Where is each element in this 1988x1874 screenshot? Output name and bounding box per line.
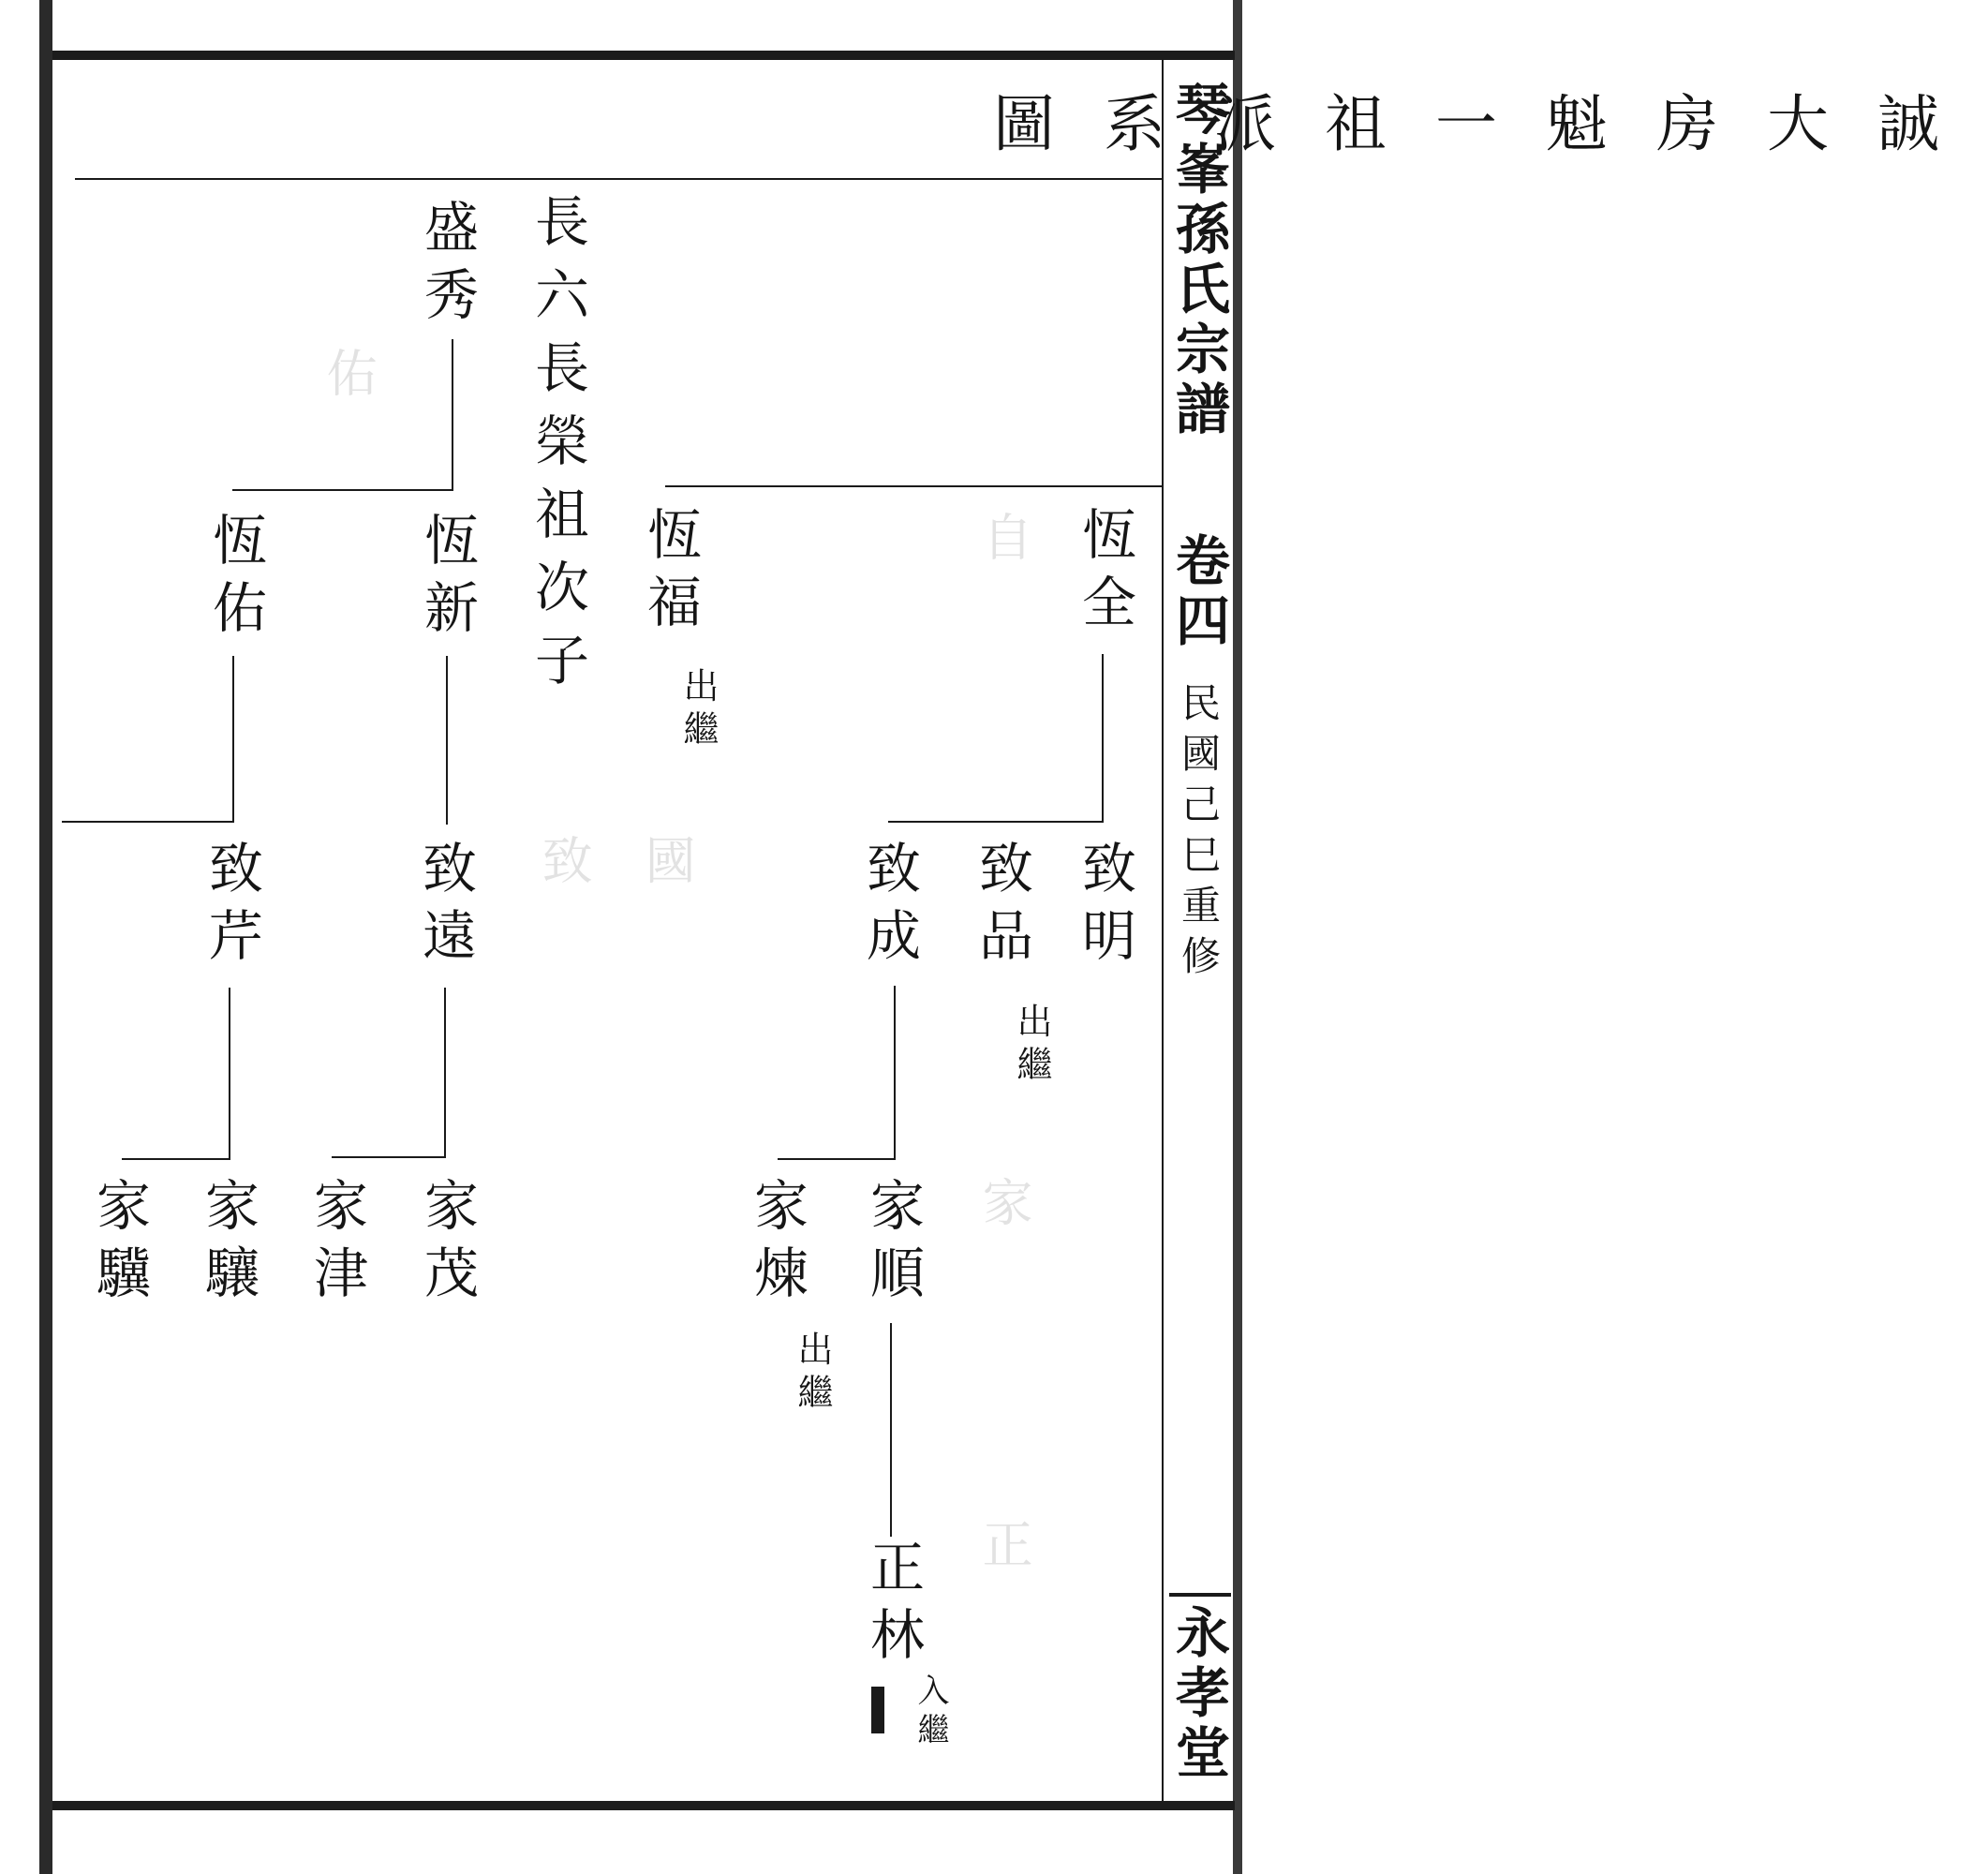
connector-gen2-right bbox=[665, 485, 1162, 487]
page-left-edge bbox=[39, 0, 52, 1874]
gen4-jiajin: 家津 bbox=[304, 1177, 368, 1312]
gen3-zhiming: 致明 bbox=[1073, 840, 1136, 974]
page-right-edge bbox=[1233, 0, 1242, 1874]
connector-hengquan-down bbox=[1102, 654, 1104, 821]
connector-gen2-left bbox=[232, 489, 453, 491]
frame-bottom-border bbox=[52, 1801, 1235, 1810]
gen3-zhiyuan: 致遠 bbox=[413, 840, 477, 974]
gen3-zhipin: 致品 bbox=[970, 840, 1033, 974]
volume-label: 卷四 bbox=[1166, 532, 1230, 652]
gen5-zhenglin: 正林 bbox=[861, 1539, 925, 1673]
spine-title: 琴峯孫氏宗譜 bbox=[1166, 81, 1230, 440]
connector-hengxin-down bbox=[446, 656, 448, 825]
connector-zhiqin-down bbox=[229, 988, 230, 1160]
connector-zhiyuan-down bbox=[444, 988, 446, 1156]
gen5-zhenglin-mark bbox=[871, 1687, 884, 1733]
title-underline bbox=[75, 178, 1162, 180]
gen2-hengfu: 恆福 bbox=[638, 506, 702, 641]
connector-gen4-right bbox=[778, 1158, 896, 1160]
connector-gen4-left bbox=[122, 1158, 230, 1160]
gen4-jiamao: 家茂 bbox=[415, 1177, 479, 1312]
gen4-jiaxiang: 家驤 bbox=[196, 1177, 260, 1312]
connector-gen3-left bbox=[62, 821, 234, 823]
gen2-hengxin: 恆新 bbox=[415, 512, 479, 647]
connector-shengxiu-down bbox=[452, 339, 453, 489]
gen2-hengquan: 恆全 bbox=[1073, 506, 1136, 641]
gen4-jiaji: 家驥 bbox=[87, 1177, 151, 1312]
gen4-jialian-note: 出繼 bbox=[792, 1331, 833, 1417]
edition-label: 民國己巳重修 bbox=[1176, 682, 1222, 986]
lineage-note: 長六長榮祖次子 bbox=[526, 193, 589, 705]
gen2-hengfu-note: 出繼 bbox=[677, 667, 719, 753]
frame-top-border bbox=[52, 51, 1235, 60]
gen3-zhiqin: 致芹 bbox=[200, 840, 263, 974]
gen3-zhicheng: 致成 bbox=[857, 840, 921, 974]
spine-divider bbox=[1162, 60, 1164, 1801]
gen4-jiashun: 家順 bbox=[861, 1177, 925, 1312]
gen5-zhenglin-note: 入繼 bbox=[912, 1673, 949, 1752]
connector-jiashun-down bbox=[890, 1323, 892, 1537]
connector-hengyou-down bbox=[232, 656, 234, 821]
connector-gen4-mid bbox=[332, 1156, 446, 1158]
gen1-shengxiu: 盛秀 bbox=[415, 199, 479, 334]
gen2-hengyou: 恆佑 bbox=[203, 512, 267, 647]
hall-name: 永孝堂 bbox=[1166, 1604, 1230, 1784]
gen3-zhipin-note: 出繼 bbox=[1011, 1003, 1052, 1089]
gen4-jialian: 家煉 bbox=[745, 1177, 809, 1312]
page-title: 誠大房魁一祖派系圖 bbox=[993, 88, 1988, 160]
connector-gen3-right bbox=[888, 821, 1104, 823]
connector-zhicheng-down bbox=[894, 986, 896, 1158]
spine-divider-mark bbox=[1169, 1593, 1231, 1597]
